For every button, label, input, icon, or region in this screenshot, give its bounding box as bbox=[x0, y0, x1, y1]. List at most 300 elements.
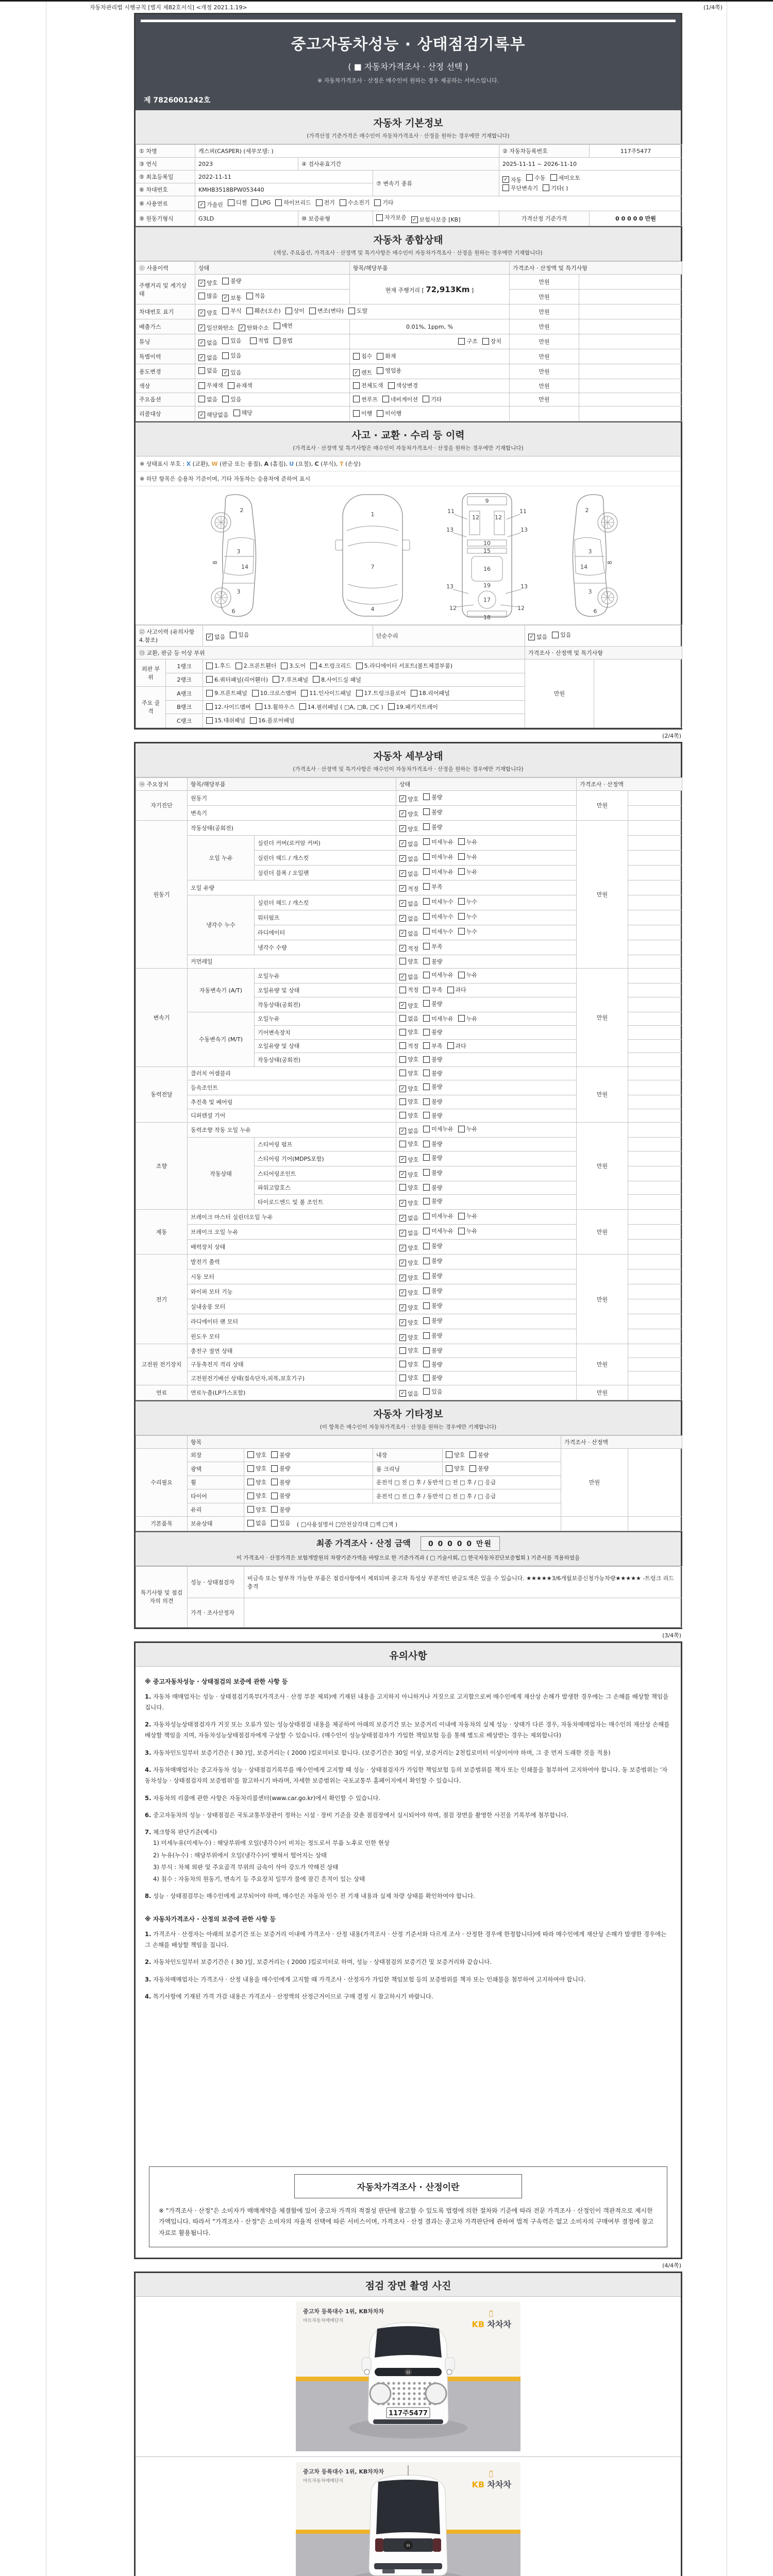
checkbox-없음[interactable]: ✓ 없음 bbox=[399, 929, 418, 938]
rank-price-unit: 만원 bbox=[525, 659, 594, 728]
checkbox-양호[interactable]: ✓ 양호 bbox=[399, 1084, 418, 1093]
checkbox-17.트렁크플로어[interactable]: 17.트렁크플로어 bbox=[356, 689, 406, 697]
checkbox-무채색[interactable]: 무채색 bbox=[198, 381, 223, 389]
state-클러치 어셈블리 bbox=[396, 1066, 577, 1080]
checkbox-양호[interactable]: 양호 bbox=[399, 1111, 418, 1120]
checkbox-양호[interactable]: ✓ 양호 bbox=[399, 1333, 418, 1342]
checkbox-유채색[interactable]: 유채색 bbox=[228, 381, 253, 389]
price-note[interactable] bbox=[579, 393, 682, 406]
note-cell[interactable] bbox=[628, 1109, 682, 1123]
checkbox-없음[interactable]: 없음 bbox=[399, 1014, 418, 1023]
subgroup-오일 누유: 오일 누유 bbox=[188, 835, 255, 880]
svg-text:15: 15 bbox=[483, 548, 491, 554]
checkbox-적법[interactable]: 적법 bbox=[250, 336, 269, 345]
checkbox-18.리어패널[interactable]: 18.리어패널 bbox=[411, 689, 450, 697]
checkbox-미세누유[interactable]: 미세누유 bbox=[423, 868, 453, 876]
checkbox-보험사보증 [KB][interactable]: ✓ 보험사보증 [KB] bbox=[411, 215, 461, 224]
checkbox-없음[interactable]: ✓ 없음 bbox=[399, 1127, 418, 1135]
checkbox-불량[interactable]: 불량 bbox=[469, 1464, 489, 1472]
checkbox-없음[interactable]: ✓ 없음 bbox=[399, 973, 418, 981]
checkbox-많음[interactable]: 많음 bbox=[198, 292, 217, 300]
note-cell[interactable] bbox=[628, 865, 682, 880]
code-A: A bbox=[264, 461, 268, 467]
checkbox-미세누유[interactable]: 미세누유 bbox=[423, 1227, 453, 1235]
checkbox-기타[interactable]: 기타 bbox=[374, 198, 393, 207]
checkbox-수동[interactable]: 수동 bbox=[526, 174, 545, 182]
checkbox-양호[interactable]: ✓ 양호 bbox=[399, 1199, 418, 1207]
note-cell[interactable] bbox=[628, 1314, 682, 1329]
checkbox-양호[interactable]: ✓ 양호 bbox=[399, 1318, 418, 1327]
checkbox-부족[interactable]: 부족 bbox=[423, 883, 442, 891]
price-note[interactable] bbox=[579, 379, 682, 393]
code-W: W bbox=[211, 461, 218, 467]
checkbox-적정[interactable]: ✓ 적정 bbox=[399, 944, 418, 953]
price-note[interactable] bbox=[579, 319, 682, 334]
checkbox-불량[interactable]: 불량 bbox=[423, 1028, 442, 1036]
checkbox-불량[interactable]: 불량 bbox=[423, 957, 442, 965]
checkbox-있음[interactable]: 있음 bbox=[552, 631, 571, 639]
checkbox-불량[interactable]: 불량 bbox=[423, 1360, 442, 1368]
checkbox-양호[interactable]: 양호 bbox=[399, 1374, 418, 1382]
checkbox-4.트렁크리드[interactable]: 4.트렁크리드 bbox=[310, 662, 351, 670]
checkbox-불량[interactable]: 불량 bbox=[271, 1478, 290, 1486]
checkbox-양호[interactable]: ✓ 양호 bbox=[198, 309, 217, 317]
checkbox-불량[interactable]: 불량 bbox=[271, 1451, 290, 1459]
checkbox-양호[interactable]: ✓ 양호 bbox=[399, 1303, 418, 1312]
checkbox-과다[interactable]: 과다 bbox=[447, 986, 466, 994]
checkbox-있음[interactable]: 있음 bbox=[222, 336, 241, 345]
checkbox-훼손(오손)[interactable]: 훼손(오손) bbox=[246, 307, 281, 315]
checkbox-양호[interactable]: 양호 bbox=[247, 1451, 266, 1459]
checkbox-화재[interactable]: 화재 bbox=[377, 352, 396, 360]
checkbox-불량[interactable]: 불량 bbox=[423, 1374, 442, 1382]
checkbox-적정[interactable]: ✓ 적정 bbox=[399, 885, 418, 893]
checkbox-13.휠하우스[interactable]: 13.휠하우스 bbox=[256, 703, 295, 711]
page-marker-2: (2/4쪽) bbox=[662, 732, 681, 739]
note-cell[interactable] bbox=[628, 1138, 682, 1151]
checkbox-무단변속기[interactable]: 무단변속기 bbox=[502, 184, 538, 192]
checkbox-없음[interactable]: ✓ 없음 bbox=[399, 914, 418, 923]
appraiser-label: 가격 · 조사산정자 bbox=[188, 1598, 244, 1627]
checkbox-미세누유[interactable]: 미세누유 bbox=[423, 1125, 453, 1133]
checkbox-3.도어[interactable]: 3.도어 bbox=[281, 662, 306, 670]
checkbox-양호[interactable]: 양호 bbox=[399, 1360, 418, 1368]
checkbox-양호[interactable]: 양호 bbox=[399, 1140, 418, 1148]
checkbox-자가보증[interactable]: 자가보증 bbox=[376, 213, 407, 222]
checkbox-누유[interactable]: 누유 bbox=[458, 838, 477, 846]
checkbox-하이브리드[interactable]: 하이브리드 bbox=[275, 198, 311, 207]
checkbox-없음[interactable]: ✓ 없음 bbox=[198, 353, 217, 362]
checkbox-불량[interactable]: 불량 bbox=[423, 1082, 442, 1091]
checkbox-탄화수소[interactable]: ✓ 탄화수소 bbox=[239, 324, 269, 332]
checkbox-수소전기[interactable]: 수소전기 bbox=[340, 198, 370, 207]
checkbox-부식[interactable]: 부식 bbox=[222, 307, 241, 315]
box-page1 bbox=[134, 13, 682, 730]
checkbox-양호[interactable]: 양호 bbox=[247, 1478, 266, 1486]
checkbox-불량[interactable]: 불량 bbox=[423, 1301, 442, 1310]
checkbox-10.크로스멤버[interactable]: 10.크로스멤버 bbox=[252, 689, 297, 697]
checkbox-있음[interactable]: ✓ 있음 bbox=[222, 368, 241, 377]
checkbox-불량[interactable]: 불량 bbox=[423, 1183, 442, 1192]
checkbox-양호[interactable]: 양호 bbox=[247, 1492, 266, 1500]
checkbox-썬루프[interactable]: 썬루프 bbox=[353, 395, 378, 403]
mileage-state-2 bbox=[195, 290, 350, 304]
checkbox-불량[interactable]: 불량 bbox=[423, 1242, 442, 1250]
checkbox-일산화탄소[interactable]: ✓ 일산화탄소 bbox=[198, 324, 234, 332]
checkbox-있음[interactable]: 있음 bbox=[271, 1519, 290, 1527]
checkbox-양호[interactable]: 양호 bbox=[399, 957, 418, 965]
checkbox-누수[interactable]: 누수 bbox=[458, 927, 477, 936]
section-other-header bbox=[136, 1400, 681, 1435]
checkbox-없음[interactable]: ✓ 없음 bbox=[399, 900, 418, 908]
rankC-label: C랭크 bbox=[166, 714, 203, 728]
note-cell[interactable] bbox=[628, 984, 682, 997]
note-cell[interactable] bbox=[628, 790, 682, 805]
checkbox-보통[interactable]: ✓ 보통 bbox=[222, 294, 241, 302]
checkbox-불량[interactable]: 불량 bbox=[423, 1331, 442, 1340]
state-타이로드엔드 및 볼 조인트 bbox=[396, 1195, 577, 1210]
state-라디에이터 팬 모터 bbox=[396, 1314, 577, 1329]
emission-label: 배출가스 bbox=[136, 319, 195, 334]
note-cell[interactable] bbox=[628, 955, 682, 969]
recall-options bbox=[195, 406, 350, 421]
svg-text:19: 19 bbox=[483, 582, 491, 589]
checkbox-누유[interactable]: 누유 bbox=[458, 1212, 477, 1220]
checkbox-기타[interactable]: 기타 bbox=[423, 395, 442, 403]
checkbox-양호[interactable]: 양호 bbox=[399, 1346, 418, 1354]
checkbox-미이행[interactable]: 미이행 bbox=[377, 409, 401, 417]
checkbox-미세누수[interactable]: 미세누수 bbox=[423, 927, 453, 936]
checkbox-양호[interactable]: 양호 bbox=[399, 1183, 418, 1192]
note-cell[interactable] bbox=[628, 1166, 682, 1181]
accident-subtitle: (가격조사 · 산정액 및 특기사항은 매수인이 자동차가격조사 · 산정을 원하는 경우에만 기재합니다) bbox=[293, 445, 524, 451]
checkbox-8.사이드실 패널[interactable]: 8.사이드실 패널 bbox=[313, 675, 361, 684]
note-cell[interactable] bbox=[628, 1255, 682, 1269]
checkbox-있음[interactable]: 있음 bbox=[222, 395, 241, 403]
note-cell[interactable] bbox=[628, 1371, 682, 1385]
checkbox-침수[interactable]: 침수 bbox=[353, 352, 372, 360]
checkbox-적정[interactable]: 적정 bbox=[399, 986, 418, 994]
checkbox-9.프론트패널[interactable]: 9.프론트패널 bbox=[206, 689, 247, 697]
checkbox-양호[interactable]: 양호 bbox=[399, 1097, 418, 1106]
checkbox-불량[interactable]: 불량 bbox=[271, 1505, 290, 1514]
checkbox-매연[interactable]: 매연 bbox=[274, 321, 293, 330]
checkbox-양호[interactable]: 양호 bbox=[247, 1464, 266, 1472]
checkbox-있음[interactable]: 있음 bbox=[230, 631, 249, 639]
checkbox-해당없음[interactable]: ✓ 해당없음 bbox=[198, 411, 229, 419]
checkbox-부족[interactable]: 부족 bbox=[423, 942, 442, 951]
note-cell[interactable] bbox=[628, 880, 682, 895]
state-실린더 커버(로커암 커버) bbox=[396, 835, 577, 850]
price-note[interactable] bbox=[579, 364, 682, 379]
transmission-options bbox=[499, 171, 682, 196]
checkbox-누유[interactable]: 누유 bbox=[458, 971, 477, 979]
checkbox-미세누유[interactable]: 미세누유 bbox=[423, 838, 453, 846]
checkbox-불량[interactable]: 불량 bbox=[469, 1451, 489, 1459]
checkbox-7.루프패널[interactable]: 7.루프패널 bbox=[273, 675, 308, 684]
checkbox-영업용[interactable]: 영업용 bbox=[377, 366, 401, 375]
price-note[interactable] bbox=[579, 290, 682, 304]
checkbox-불량[interactable]: 불량 bbox=[423, 1272, 442, 1280]
price-unit: 만원 bbox=[510, 334, 579, 349]
checkbox-1.후드[interactable]: 1.후드 bbox=[206, 662, 231, 670]
checkbox-없음[interactable]: ✓ 없음 bbox=[528, 633, 547, 641]
checkbox-있음[interactable]: 있음 bbox=[423, 1387, 442, 1396]
svg-text:2: 2 bbox=[585, 507, 589, 514]
checkbox-불량[interactable]: 불량 bbox=[423, 1111, 442, 1120]
note-cell[interactable] bbox=[628, 910, 682, 925]
note-cell[interactable] bbox=[628, 1066, 682, 1080]
note-cell[interactable] bbox=[628, 1026, 682, 1040]
checkbox-불량[interactable]: 불량 bbox=[423, 1316, 442, 1325]
checkbox-없음[interactable]: ✓ 없음 bbox=[399, 855, 418, 863]
checkbox-누수[interactable]: 누수 bbox=[458, 912, 477, 921]
checkbox-없음[interactable]: 없음 bbox=[198, 395, 217, 403]
device-변속기: 변속기 bbox=[136, 969, 188, 1067]
checkbox-부족[interactable]: 부족 bbox=[423, 1042, 442, 1050]
checkbox-없음[interactable]: ✓ 없음 bbox=[399, 1229, 418, 1237]
checkbox-누유[interactable]: 누유 bbox=[458, 1014, 477, 1023]
checkbox-누유[interactable]: 누유 bbox=[458, 1227, 477, 1235]
repair-needed-label: 수리필요 bbox=[136, 1448, 188, 1517]
checkbox-양호[interactable]: 양호 bbox=[446, 1464, 465, 1472]
checkbox-양호[interactable]: ✓ 양호 bbox=[399, 795, 418, 803]
note-cell[interactable] bbox=[628, 1095, 682, 1109]
detail-condition: ⑭ 주요장치 항목/해당부품 상태 가격조사 · 산정액 자기진단 원동기 ✓ 양호 불량 만원 변속기 ✓ 양호 불량 원동기 작동상태(공회전) ✓ 양호 불량 만원 오일 누유 실린더 커버(로커암 커버) ✓ 없음 미세누유 누유 실린더 헤드 / 개스킷 ✓ 없음 미세누유 누유 실린더 블록 / 오일팬 ✓ 없음 미세누유 누유 오일 유량 ✓ 적정 부족 냉각수 누수 실린더 헤드 / 개스킷 ✓ 없음 미세누수 누수 워터펌프 ✓ 없음 미세누수 누수 라디에이터 ✓ 없음 미세누수 누수 냉각수 수량 ✓ 적정 부족 커먼레일 양호 불량 변속기 자동변속기 (A/T) 오일누유 ✓ 없음 미세누유 누유 만원 오일유량 및 상태 적정 부족 과다 작동상태(공회전) ✓ 양호 불량 수동변속기 (M/T) 오일누유 없음 미세누유 누유 기어변속장치 양호 불량 오일유량 및 상태 적정 부족 과다 작동상태(공회전) 양호 불량 동력전달 클러치 어셈블리 양호 불량 만원 등속조인트 ✓ 양호 불량 추진축 및 베어링 양호 불량 디퍼렌셜 기어 양호 불량 조향 동력조향 작동 오일 누유 ✓ 없음 미세누유 누유 만원 작동상태 스티어링 펌프 양호 불량 스티어링 기어(MDPS포함) ✓ 양호 불량 스티어링조인트 ✓ 양호 불량 파워고압호스 양호 불량 타이로드엔드 및 볼 조인트 ✓ 양호 불량 제동 브레이크 마스터 실린더오일 누유 ✓ 없음 미세누유 누유 만원 브레이크 오일 누유 ✓ 없음 미세누유 누유 배력장치 상태 ✓ 양호 불량 전기 발전기 출력 ✓ 양호 불량 만원 시동 모터 ✓ 양호 불량 와이퍼 모터 기능 ✓ 양호 불량 실내송풍 모터 ✓ 양호 불량 라디에이터 팬 모터 ✓ 양호 불량 윈도우 모터 ✓ 양호 불량 고전원 전기장치 충전구 절연 상태 양호 불량 만원 구동축전지 격리 상태 양호 불량 고전원전기배선 상태(접속단자,피복,보호기구) 양호 불량 연료 연료누출(LP가스포함) ✓ 없음 있음 만원 bbox=[136, 777, 682, 1400]
note-cell[interactable] bbox=[628, 969, 682, 984]
tuning-type-options bbox=[350, 334, 510, 349]
price-note[interactable] bbox=[579, 349, 682, 364]
checkbox-누수[interactable]: 누수 bbox=[458, 897, 477, 906]
checkbox-없음[interactable]: ✓ 없음 bbox=[198, 338, 217, 347]
checkbox-불량[interactable]: 불량 bbox=[423, 1154, 442, 1162]
checkbox-양호[interactable]: 양호 bbox=[446, 1451, 465, 1459]
checkbox-15.대쉬패널[interactable]: 15.대쉬패널 bbox=[206, 716, 245, 724]
checkbox-미세누유[interactable]: 미세누유 bbox=[423, 853, 453, 861]
note-cell[interactable] bbox=[628, 1080, 682, 1095]
emission-options bbox=[195, 319, 350, 334]
car-name-value: 캐스퍼(CASPER) (세부모델: ) bbox=[195, 145, 499, 158]
checkbox-양호[interactable]: ✓ 양호 bbox=[198, 279, 217, 287]
checkbox-불량[interactable]: 불량 bbox=[423, 1168, 442, 1177]
note-cell[interactable] bbox=[628, 940, 682, 955]
checkbox-16.플로어패널[interactable]: 16.플로어패널 bbox=[250, 716, 295, 724]
checkbox-불량[interactable]: 불량 bbox=[222, 277, 241, 285]
checkbox-색상변경[interactable]: 색상변경 bbox=[388, 381, 418, 389]
checkbox-상이[interactable]: 상이 bbox=[285, 307, 305, 315]
price-unit: 만원 bbox=[510, 290, 579, 304]
checkbox-가솔린[interactable]: ✓ 가솔린 bbox=[198, 200, 223, 209]
checkbox-불량[interactable]: 불량 bbox=[423, 1069, 442, 1077]
rank-price-note[interactable] bbox=[594, 659, 682, 728]
checkbox-해당[interactable]: 해당 bbox=[233, 409, 253, 417]
checkbox-미세누유[interactable]: 미세누유 bbox=[423, 1212, 453, 1220]
banner-line1: 중고차 등록대수 1위, KB차차차 bbox=[303, 2308, 384, 2315]
checkbox-불량[interactable]: 불량 bbox=[271, 1492, 290, 1500]
state-와이퍼 모터 기능 bbox=[396, 1284, 577, 1299]
checkbox-전기[interactable]: 전기 bbox=[316, 198, 335, 207]
checkbox-12.사이드멤버[interactable]: 12.사이드멤버 bbox=[206, 703, 251, 711]
state-냉각수 수량 bbox=[396, 940, 577, 955]
option-options bbox=[195, 393, 350, 406]
checkbox-불법[interactable]: 불법 bbox=[274, 336, 293, 345]
color-options bbox=[195, 379, 350, 393]
checkbox-양호[interactable]: ✓ 양호 bbox=[399, 1002, 418, 1010]
checkbox-적음[interactable]: 적음 bbox=[246, 292, 265, 300]
checkbox-전체도색[interactable]: 전체도색 bbox=[353, 381, 383, 389]
svg-text:11: 11 bbox=[519, 508, 527, 515]
checkbox-없음[interactable]: ✓ 없음 bbox=[206, 633, 225, 641]
checkbox-양호[interactable]: ✓ 양호 bbox=[399, 1156, 418, 1164]
note-cell[interactable] bbox=[628, 1358, 682, 1371]
checkbox-양호[interactable]: ✓ 양호 bbox=[399, 825, 418, 833]
checkbox-부족[interactable]: 부족 bbox=[423, 986, 442, 994]
checkbox-자동[interactable]: ✓ 자동 bbox=[502, 176, 522, 184]
note-cell[interactable] bbox=[628, 1225, 682, 1240]
checkbox-양호[interactable]: 양호 bbox=[399, 1069, 418, 1077]
basic-info-title: 자동차 기본정보 bbox=[373, 117, 443, 129]
note-cell[interactable] bbox=[628, 805, 682, 820]
state-고전원전기배선 상태(접속단자,피복,보호기구) bbox=[396, 1371, 577, 1385]
checkbox-세미오토[interactable]: 세미오토 bbox=[550, 174, 581, 182]
checkbox-양호[interactable]: ✓ 양호 bbox=[399, 1244, 418, 1252]
checkbox-있음[interactable]: 있음 bbox=[222, 351, 241, 360]
note-cell[interactable] bbox=[628, 820, 682, 835]
checkbox-양호[interactable]: 양호 bbox=[247, 1505, 266, 1514]
checkbox-11.인사이드패널[interactable]: 11.인사이드패널 bbox=[301, 689, 351, 697]
note-cell[interactable] bbox=[628, 925, 682, 940]
checkbox-양호[interactable]: 양호 bbox=[399, 1028, 418, 1036]
note-cell[interactable] bbox=[628, 1151, 682, 1166]
checkbox-불량[interactable]: 불량 bbox=[423, 793, 442, 801]
checkbox-없음[interactable]: 없음 bbox=[198, 366, 217, 375]
checkbox-불량[interactable]: 불량 bbox=[423, 823, 442, 831]
checkbox-기타( )[interactable]: 기타( ) bbox=[543, 184, 568, 192]
svg-text:H: H bbox=[406, 2370, 410, 2376]
checkbox-없음[interactable]: ✓ 없음 bbox=[399, 870, 418, 878]
subgroup-자동변속기 (A/T): 자동변속기 (A/T) bbox=[188, 969, 255, 1012]
checkbox-양호[interactable]: ✓ 양호 bbox=[399, 1274, 418, 1282]
repair-price-note[interactable] bbox=[628, 1448, 682, 1517]
document-number: 제 7826001242호 bbox=[144, 96, 211, 105]
checkbox-양호[interactable]: 양호 bbox=[399, 1055, 418, 1063]
note-cell[interactable] bbox=[628, 1299, 682, 1314]
interior-options bbox=[443, 1448, 561, 1462]
checkbox-불량[interactable]: 불량 bbox=[423, 808, 442, 816]
overall-title: 자동차 종합상태 bbox=[373, 234, 443, 246]
checkbox-미세누유[interactable]: 미세누유 bbox=[423, 1014, 453, 1023]
checkbox-없음[interactable]: 없음 bbox=[247, 1519, 266, 1527]
checkbox-도말[interactable]: 도말 bbox=[348, 307, 367, 315]
note-cell[interactable] bbox=[628, 1240, 682, 1255]
checkbox-2.프론트휀더[interactable]: 2.프론트휀더 bbox=[236, 662, 277, 670]
repair-price-unit: 만원 bbox=[561, 1448, 628, 1517]
checkbox-누유[interactable]: 누유 bbox=[458, 868, 477, 876]
checkbox-누유[interactable]: 누유 bbox=[458, 1125, 477, 1133]
checkbox-불량[interactable]: 불량 bbox=[271, 1464, 290, 1472]
checkbox-없음[interactable]: ✓ 없음 bbox=[399, 840, 418, 848]
checkbox-미세누유[interactable]: 미세누유 bbox=[423, 971, 453, 979]
price-unit: 만원 bbox=[510, 393, 579, 406]
note-cell[interactable] bbox=[628, 895, 682, 910]
checkbox-디젤[interactable]: 디젤 bbox=[228, 198, 247, 207]
checkbox-6.쿼터패널(리어휀더)[interactable]: 6.쿼터패널(리어휀더) bbox=[206, 675, 268, 684]
checkbox-변조(변타)[interactable]: 변조(변타) bbox=[309, 307, 344, 315]
checkbox-없음[interactable]: ✓ 없음 bbox=[399, 1389, 418, 1398]
checkbox-적정[interactable]: 적정 bbox=[399, 1042, 418, 1050]
note-cell[interactable] bbox=[628, 850, 682, 865]
checkbox-불량[interactable]: 불량 bbox=[423, 1197, 442, 1205]
checkbox-이행[interactable]: 이행 bbox=[353, 409, 372, 417]
checkbox-불량[interactable]: 불량 bbox=[423, 1140, 442, 1148]
note-cell[interactable] bbox=[628, 1344, 682, 1358]
polish-label: 광택 bbox=[188, 1462, 244, 1476]
detail-condition-table bbox=[136, 777, 681, 1400]
checkbox-불량[interactable]: 불량 bbox=[423, 1346, 442, 1354]
checkbox-14.필러패널 ( □A, □B, □C )[interactable]: 14.필러패널 ( □A, □B, □C ) bbox=[299, 703, 383, 711]
price-note[interactable] bbox=[579, 275, 682, 290]
note-cell[interactable] bbox=[628, 1269, 682, 1284]
checkbox-LPG[interactable]: LPG bbox=[251, 199, 271, 206]
note-cell[interactable] bbox=[628, 835, 682, 850]
checkbox-네비게이션[interactable]: 네비게이션 bbox=[382, 395, 418, 403]
item-오일누유: 오일누유 bbox=[255, 1012, 396, 1026]
checkbox-없음[interactable]: ✓ 없음 bbox=[399, 1214, 418, 1222]
checkbox-19.패키지트레이[interactable]: 19.패키지트레이 bbox=[388, 703, 438, 711]
checkbox-불량[interactable]: 불량 bbox=[423, 999, 442, 1008]
note-cell[interactable] bbox=[628, 1012, 682, 1026]
note-cell[interactable] bbox=[628, 997, 682, 1012]
checkbox-불량[interactable]: 불량 bbox=[423, 1286, 442, 1295]
checkbox-양호[interactable]: ✓ 양호 bbox=[399, 1171, 418, 1179]
subgroup-냉각수 누수: 냉각수 누수 bbox=[188, 895, 255, 955]
checkbox-구조[interactable]: 구조 bbox=[458, 337, 477, 345]
note-cell[interactable] bbox=[628, 1195, 682, 1210]
special-type-options bbox=[350, 349, 510, 364]
note-cell[interactable] bbox=[628, 1329, 682, 1344]
checkbox-양호[interactable]: ✓ 양호 bbox=[399, 1259, 418, 1267]
note-cell[interactable] bbox=[628, 1210, 682, 1225]
checkbox-장치[interactable]: 장치 bbox=[482, 337, 501, 345]
appraiser-opinion[interactable] bbox=[244, 1598, 682, 1627]
checkbox-누유[interactable]: 누유 bbox=[458, 853, 477, 861]
checkbox-불량[interactable]: 불량 bbox=[423, 1257, 442, 1265]
note-cell[interactable] bbox=[628, 1039, 682, 1053]
svg-text:18: 18 bbox=[483, 614, 491, 619]
wheel-label: 휠 bbox=[188, 1476, 244, 1489]
item-파워고압호스: 파워고압호스 bbox=[255, 1181, 396, 1195]
note-cell[interactable] bbox=[628, 1123, 682, 1138]
checkbox-5.라디에이터 서포트(볼트체결부품)[interactable]: 5.라디에이터 서포트(볼트체결부품) bbox=[356, 662, 452, 670]
checkbox-미세누수[interactable]: 미세누수 bbox=[423, 912, 453, 921]
item-타이로드엔드 및 볼 조인트: 타이로드엔드 및 볼 조인트 bbox=[255, 1195, 396, 1210]
note-cell[interactable] bbox=[628, 1053, 682, 1067]
checkbox-불량[interactable]: 불량 bbox=[423, 1097, 442, 1106]
price-note[interactable] bbox=[579, 304, 682, 319]
checkbox-렌트[interactable]: ✓ 렌트 bbox=[353, 368, 372, 377]
checkbox-양호[interactable]: ✓ 양호 bbox=[399, 810, 418, 818]
note-cell[interactable] bbox=[628, 1385, 682, 1400]
svg-text:17: 17 bbox=[483, 597, 491, 603]
checkbox-양호[interactable]: ✓ 양호 bbox=[399, 1289, 418, 1297]
note-cell[interactable] bbox=[628, 1284, 682, 1299]
checkbox-불량[interactable]: 불량 bbox=[423, 1055, 442, 1063]
note-cell[interactable] bbox=[628, 1181, 682, 1195]
price-note[interactable] bbox=[579, 334, 682, 349]
base-price-label: 가격산정 기준가격 bbox=[499, 211, 590, 226]
checkbox-미세누수[interactable]: 미세누수 bbox=[423, 897, 453, 906]
checkbox-과다[interactable]: 과다 bbox=[447, 1042, 466, 1050]
